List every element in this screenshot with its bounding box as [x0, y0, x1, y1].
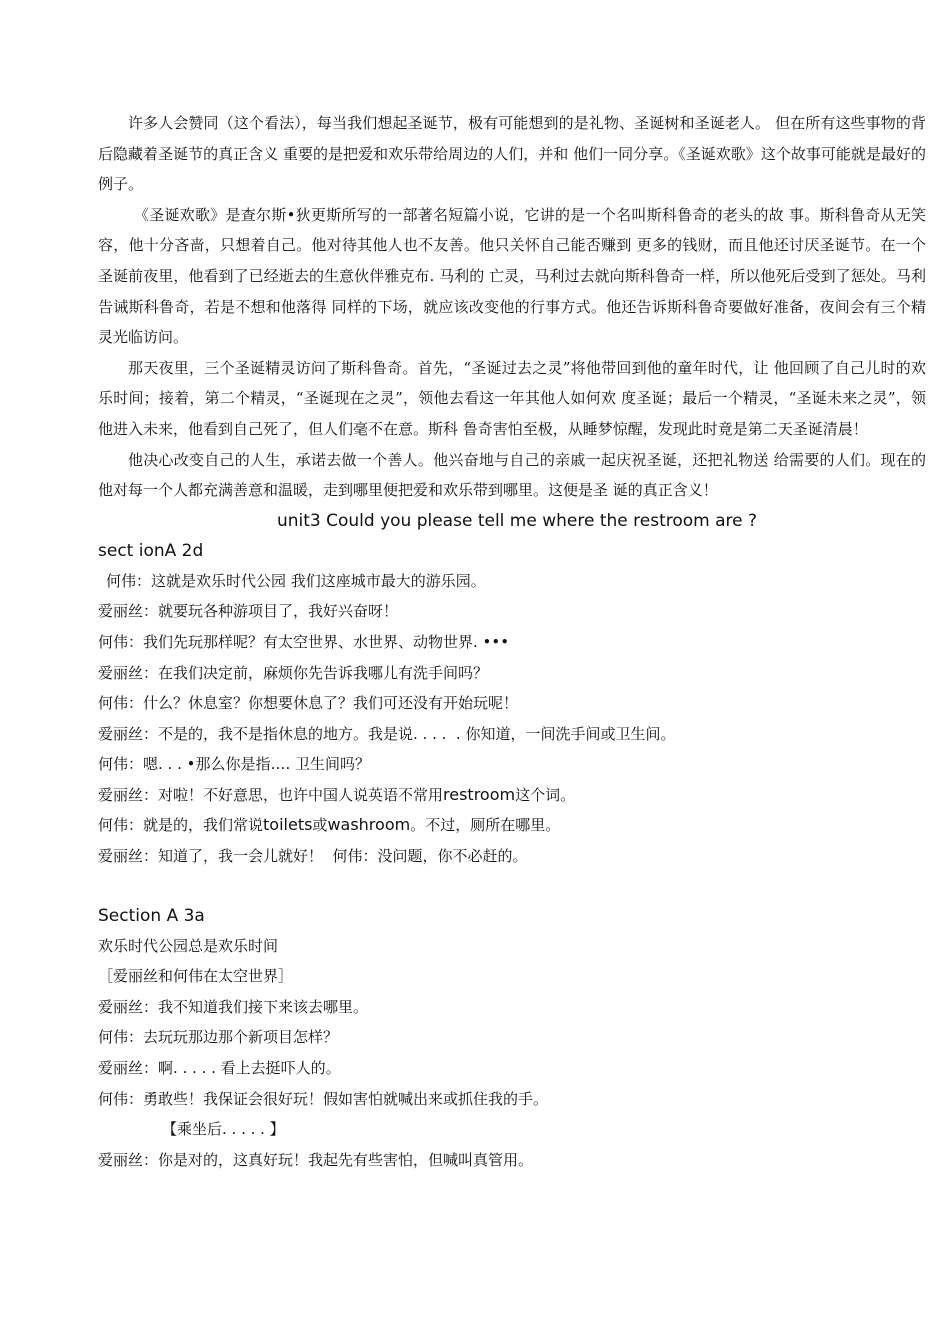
english-word: washroom — [327, 815, 411, 835]
dialogue-line: 何伟：去玩玩那边那个新项目怎样？ — [98, 1028, 339, 1047]
english-word: restroom — [443, 784, 516, 804]
dialogue-line-toilets — [98, 810, 926, 841]
dialogue-line: 爱丽丝：你是对的，这真好玩！我起先有些害怕，但喊叫真管用。 — [98, 1150, 534, 1169]
spacer — [98, 872, 926, 901]
dialogue-line: 何伟：我们先玩那样呢？有太空世界、水世界、动物世界. ••• — [98, 632, 510, 651]
line-text: 何伟：就是的，我们常说 — [98, 816, 264, 835]
section-3a-heading: Section A 3a — [98, 905, 205, 926]
dialogue-line: ［爱丽丝和何伟在太空世界］ — [98, 967, 294, 986]
dialogue-line: 爱丽丝：知道了，我一会儿就好！ 何伟：没问题，你不必赶的。 — [98, 847, 528, 866]
paragraph-4: 他决心改变自己的人生，承诺去做一个善人。他兴奋地与自己的亲戚一起庆祝圣诞，还把礼物送 给需要的人们。现在的他对每一个人都充满善意和温暖，走到哪里便把爱和欢乐带到哪里。这便是圣 诞的真正含义！ — [98, 450, 926, 500]
dialogue-line: 爱丽丝：我不知道我们接下来该去哪里。 — [98, 997, 369, 1016]
dialogue-line: 何伟：什么？休息室？你想要休息了？我们可还没有开始玩呢！ — [98, 694, 519, 713]
section-2d-heading: sect ionA 2d — [98, 540, 204, 561]
dialogue-line: 爱丽丝：就要玩各种游项目了，我好兴奋呀！ — [98, 602, 399, 621]
unit-title: unit3 Could you please tell me where the restroom are ? — [276, 510, 758, 531]
document-page — [98, 108, 926, 1175]
line-text: 。不过，厕所在哪里。 — [410, 816, 561, 835]
stage-note: 【乘坐后. . . . . 】 — [162, 1120, 285, 1139]
dialogue-line: 爱丽丝：在我们决定前，麻烦你先告诉我哪儿有洗手间吗？ — [98, 663, 489, 682]
dialogue-line: 何伟：嗯. . . •那么你是指…. 卫生间吗？ — [98, 755, 370, 774]
dialogue-line: 何伟：勇敢些！我保证会很好玩！假如害怕就喊出来或抓住我的手。 — [98, 1089, 549, 1108]
dialogue-line: 何伟：这就是欢乐时代公园 我们这座城市最大的游乐园。 — [106, 571, 486, 590]
dialogue-line-restroom — [98, 780, 926, 811]
dialogue-line: 爱丽丝：不是的，我不是指休息的地方。我是说. . . . . 你知道，一间洗手间或卫生间。 — [98, 724, 676, 743]
paragraph-1: 许多人会赞同（这个看法），每当我们想起圣诞节，极有可能想到的是礼物、圣诞树和圣诞老人。 但在所有这些事物的背后隐藏着圣诞节的真正含义 重要的是把爱和欢乐带给周边的人们，并和 他们一同分享。《圣诞欢歌》这个故事可能就是最好的例子。 — [98, 114, 926, 194]
line-text: 爱丽丝：对啦！不好意思，也许中国人说英语不常用 — [98, 785, 444, 804]
english-word: toilets — [263, 815, 313, 835]
dialogue-line: 欢乐时代公园总是欢乐时间 — [98, 936, 279, 955]
dialogue-line: 爱丽丝：啊. . . . . 看上去挺吓人的。 — [98, 1059, 341, 1078]
paragraph-2: 《圣诞欢歌》是查尔斯•狄更斯所写的一部著名短篇小说，它讲的是一个名叫斯科鲁奇的老头的故 事。斯科鲁奇从无笑容，他十分吝啬，只想着自己。他对待其他人也不友善。他只关怀自己能否赚到 更多的钱财，而且他还讨厌圣诞节。在一个圣诞前夜里，他看到了已经逝去的生意伙伴雅克布. 马利的 亡灵，马利过去就向斯科鲁奇一样，所以他死后受到了惩处。马利告诫斯科鲁奇，若是不想和他落得 同样的下场，就应该改变他的行事方式。他还告诉斯科鲁奇要做好准备，夜间会有三个精灵光临访问。 — [98, 205, 926, 347]
paragraph-3: 那天夜里，三个圣诞精灵访问了斯科鲁奇。首先，“圣诞过去之灵”将他带回到他的童年时代，让 他回顾了自己儿时的欢乐时间；接着，第二个精灵，“圣诞现在之灵”，领他去看这一年其他人如何欢 度圣诞；最后一个精灵，“圣诞未来之灵”，领他进入未来，他看到自己死了，但人们毫不在意。斯科 鲁奇害怕至极，从睡梦惊醒，发现此时竟是第二天圣诞清晨！ — [98, 358, 926, 438]
line-text: 或 — [312, 816, 328, 835]
line-text: 这个词。 — [515, 785, 576, 804]
